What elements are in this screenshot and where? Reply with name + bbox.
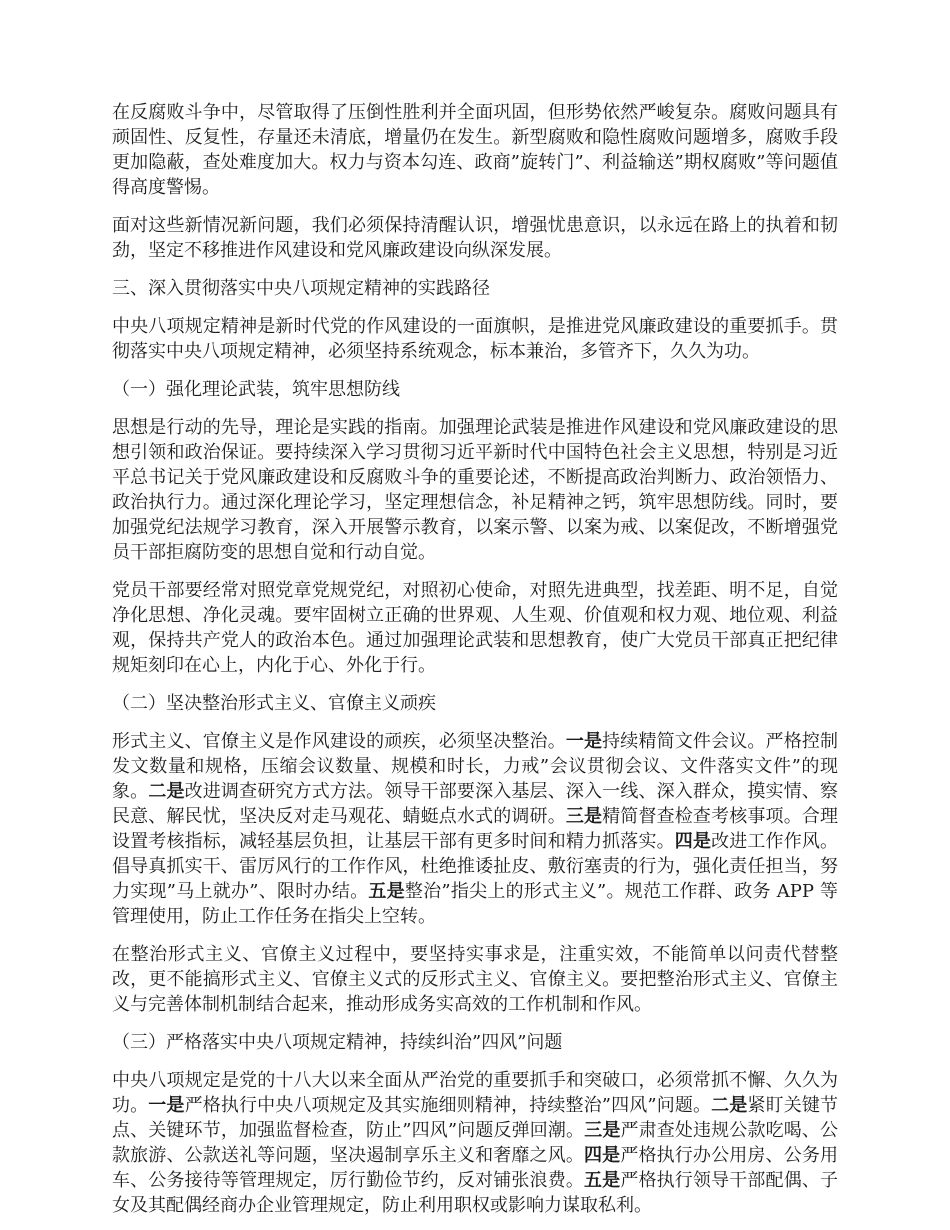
bold-text-run: 一是 <box>565 731 603 752</box>
text-run: 思想是行动的先导，理论是实践的指南。加强理论武装是推进作风建设和党风廉政建设的思想引领和政治保证。要持续深入学习贯彻习近平新时代中国特色社会主义思想，特别是习近平总书记关于党风廉政建设和反腐败斗争的重要论述，不断提高政治判断力、政治领悟力、政治执行力。通过深化理论学习，坚定理想信念，补足精神之钙，筑牢思想防线。同时，要加强党纪法规学习教育，深入开展警示教育，以案示警、以案为戒、以案促改，不断增强党员干部拒腐防变的思想自觉和行动自觉。 <box>112 417 838 563</box>
text-run: 三、深入贯彻落实中央八项规定精神的实践路径 <box>112 278 490 299</box>
text-run: 党员干部要经常对照党章党规党纪，对照初心使命，对照先进典型，找差距、明不足，自觉净化思想、净化灵魂。要牢固树立正确的世界观、人生观、价值观和权力观、地位观、利益观，保持共产党人的政治本色。通过加强理论武装和思想教育，使广大党员干部真正把纪律规矩刻印在心上，内化于心、外化于行。 <box>112 580 838 676</box>
text-run: 形式主义、官僚主义是作风建设的顽疾，必须坚决整治。 <box>112 731 566 752</box>
text-run: （三）严格落实中央八项规定精神，持续纠治”四风”问题 <box>112 1032 563 1053</box>
text-run: 精简督查检查考核事项。合理设置考核指标，减轻基层负担，让基层干部有更多时间和精力抓落实。 <box>112 806 839 852</box>
section-heading <box>112 1030 838 1055</box>
text-run: （一）强化理论武装，筑牢思想防线 <box>112 379 400 400</box>
paragraph <box>112 578 838 678</box>
text-run: 改进工作作风。倡导真抓实干、雷厉风行的工作作风，杜绝推诿扯皮、敷衍塞责的行为，强化责任担当，努力实现”马上就办”、限时办结。 <box>112 831 839 902</box>
paragraph <box>112 314 838 364</box>
paragraph <box>112 942 838 1017</box>
bold-text-run: 五是 <box>584 1170 621 1191</box>
text-run: （二）坚决整治形式主义、官僚主义顽疾 <box>112 693 436 714</box>
text-run: 严肃查处违规公款吃喝、公款旅游、公款送礼等问题，坚决遏制享乐主义和奢靡之风。 <box>112 1120 839 1166</box>
paragraph <box>112 213 838 263</box>
text-run: 在反腐败斗争中，尽管取得了压倒性胜利并全面巩固，但形势依然严峻复杂。腐败问题具有顽固性、反复性，存量还未清底，增量仍在发生。新型腐败和隐性腐败问题增多，腐败手段更加隐蔽，查处难度加大。权力与资本勾连、政商”旋转门”、利益输送”期权腐败”等问题值得高度警惕。 <box>112 102 838 198</box>
text-run: 整治”指尖上的形式主义”。规范工作群、政务 APP 等管理使用，防止工作任务在指尖上空转。 <box>112 881 839 927</box>
text-run: 改进调查研究方式方法。领导干部要深入基层、深入一线、深入群众，摸实情、察民意、解民忧，坚决反对走马观花、蜻蜓点水式的调研。 <box>112 781 839 827</box>
text-run: 严格执行中央八项规定及其实施细则精神，持续整治”四风”问题。 <box>184 1095 712 1116</box>
text-run: 中央八项规定是党的十八大以来全面从严治党的重要抓手和突破口，必须常抓不懈、久久为功。 <box>112 1070 838 1116</box>
bold-text-run: 三是 <box>584 1120 621 1141</box>
bold-text-run: 三是 <box>565 806 603 827</box>
text-run: 中央八项规定精神是新时代党的作风建设的一面旗帜，是推进党风廉政建设的重要抓手。贯彻落实中央八项规定精神，必须坚持系统观念，标本兼治，多管齐下，久久为功。 <box>112 316 838 362</box>
bold-text-run: 二是 <box>148 781 185 802</box>
paragraph <box>112 1068 838 1218</box>
text-run: 持续精简文件会议。严格控制发文数量和规格，压缩会议数量、规模和时长，力戒”会议贯彻会议、文件落实文件”的现象。 <box>112 731 839 802</box>
text-run: 在整治形式主义、官僚主义过程中，要坚持实事求是，注重实效，不能简单以问责代替整改，更不能搞形式主义、官僚主义式的反形式主义、官僚主义。要把整治形式主义、官僚主义与完善体制机制结合起来，推动形成务实高效的工作机制和作风。 <box>112 944 838 1015</box>
section-heading <box>112 377 838 402</box>
paragraph <box>112 100 838 200</box>
section-heading <box>112 276 838 301</box>
bold-text-run: 一是 <box>148 1095 185 1116</box>
paragraph <box>112 415 838 565</box>
bold-text-run: 二是 <box>711 1095 748 1116</box>
text-run: 紧盯关键节点、关键环节，加强监督检查，防止”四风”问题反弹回潮。 <box>112 1095 839 1141</box>
paragraph <box>112 729 838 929</box>
text-run: 严格执行领导干部配偶、子女及其配偶经商办企业管理规定，防止利用职权或影响力谋取私利。 <box>112 1170 839 1216</box>
text-run: 面对这些新情况新问题，我们必须保持清醒认识，增强忧患意识，以永远在路上的执着和韧劲，坚定不移推进作风建设和党风廉政建设向纵深发展。 <box>112 215 838 261</box>
text-run: 严格执行办公用房、公务用车、公务接待等管理规定，厉行勤俭节约，反对铺张浪费。 <box>112 1145 839 1191</box>
bold-text-run: 四是 <box>674 831 712 852</box>
bold-text-run: 五是 <box>368 881 405 902</box>
section-heading <box>112 691 838 716</box>
bold-text-run: 四是 <box>584 1145 621 1166</box>
document-body <box>112 100 838 1218</box>
